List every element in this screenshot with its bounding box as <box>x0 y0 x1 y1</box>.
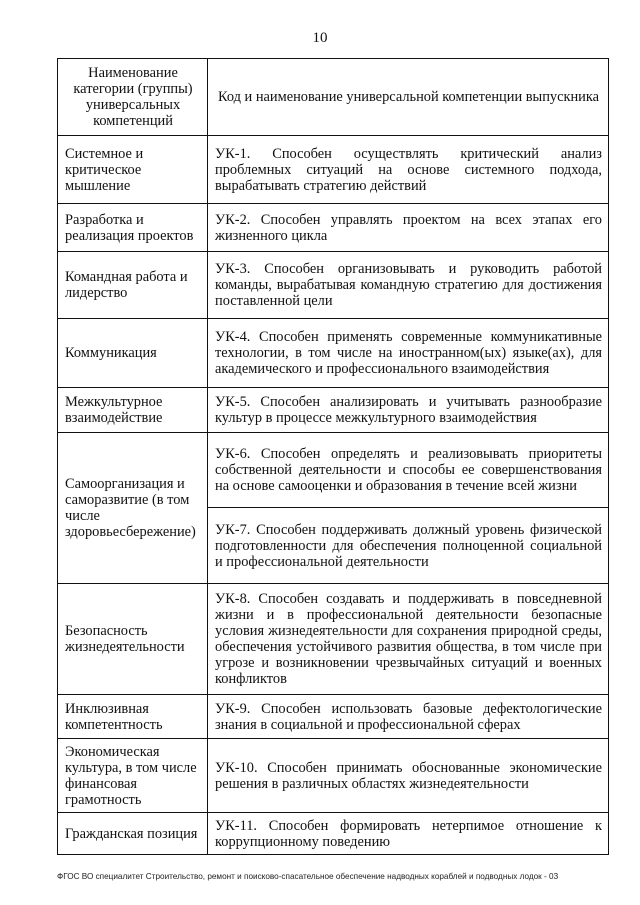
category-cell: Гражданская позиция <box>58 813 208 855</box>
page-number: 10 <box>312 30 328 46</box>
competence-cell: УК-10. Способен принимать обоснованные экономические решения в различных областях жизнедеятельности <box>208 739 609 813</box>
competence-cell: УК-5. Способен анализировать и учитывать разнообразие культур в процессе межкультурного взаимодействия <box>208 388 609 433</box>
category-cell: Коммуникация <box>58 319 208 388</box>
category-cell: Командная работа и лидерство <box>58 252 208 319</box>
header-category: Наименование категории (группы) универсальных компетенций <box>58 59 208 136</box>
table-row <box>58 136 609 204</box>
competence-cell: УК-6. Способен определять и реализовывать приоритеты собственной деятельности и способы ее совершенствования на основе самооценки и образования в течение всей жизни <box>208 433 609 508</box>
category-cell: Разработка и реализация проектов <box>58 204 208 252</box>
competence-cell: УК-11. Способен формировать нетерпимое отношение к коррупционному поведению <box>208 813 609 855</box>
competence-cell: УК-2. Способен управлять проектом на всех этапах его жизненного цикла <box>208 204 609 252</box>
category-cell: Самоорганизация и саморазвитие (в том числе здоровьесбережение) <box>58 433 208 584</box>
table-row <box>58 433 609 508</box>
category-cell: Системное и критическое мышление <box>58 136 208 204</box>
category-cell: Экономическая культура, в том числе финансовая грамотность <box>58 739 208 813</box>
category-cell: Безопасность жизнедеятельности <box>58 584 208 695</box>
footer-note: ФГОС ВО специалитет Строительство, ремонт и поисково-спасательное обеспечение надводных кораблей и подводных лодок - 03 <box>57 872 559 881</box>
table-row <box>58 813 609 855</box>
competence-cell: УК-8. Способен создавать и поддерживать в повседневной жизни и в профессиональной деятельности безопасные условия жизнедеятельности для сохранения природной среды, обеспечения устойчивого развития общества, в том числе при угрозе и возникновении чрезвычайных ситуаций и военных конфликтов <box>208 584 609 695</box>
competence-cell: УК-1. Способен осуществлять критический анализ проблемных ситуаций на основе системного подхода, вырабатывать стратегию действий <box>208 136 609 204</box>
table-row <box>58 204 609 252</box>
table-row <box>58 584 609 695</box>
table-row <box>58 319 609 388</box>
table-row <box>58 695 609 739</box>
category-cell: Инклюзивная компетентность <box>58 695 208 739</box>
header-competence: Код и наименование универсальной компетенции выпускника <box>208 59 609 136</box>
competence-cell: УК-3. Способен организовывать и руководить работой команды, вырабатывая командную стратегию для достижения поставленной цели <box>208 252 609 319</box>
competence-cell: УК-7. Способен поддерживать должный уровень физической подготовленности для обеспечения полноценной социальной и профессиональной деятельности <box>208 508 609 584</box>
table-row <box>58 739 609 813</box>
table-row <box>58 252 609 319</box>
competence-cell: УК-4. Способен применять современные коммуникативные технологии, в том числе на иностранном(ых) языке(ах), для академического и профессионального взаимодействия <box>208 319 609 388</box>
category-cell: Межкультурное взаимодействие <box>58 388 208 433</box>
competence-table <box>57 58 609 855</box>
table-header-row <box>58 59 609 136</box>
table-row <box>58 388 609 433</box>
competence-cell: УК-9. Способен использовать базовые дефектологические знания в социальной и профессиональной сферах <box>208 695 609 739</box>
